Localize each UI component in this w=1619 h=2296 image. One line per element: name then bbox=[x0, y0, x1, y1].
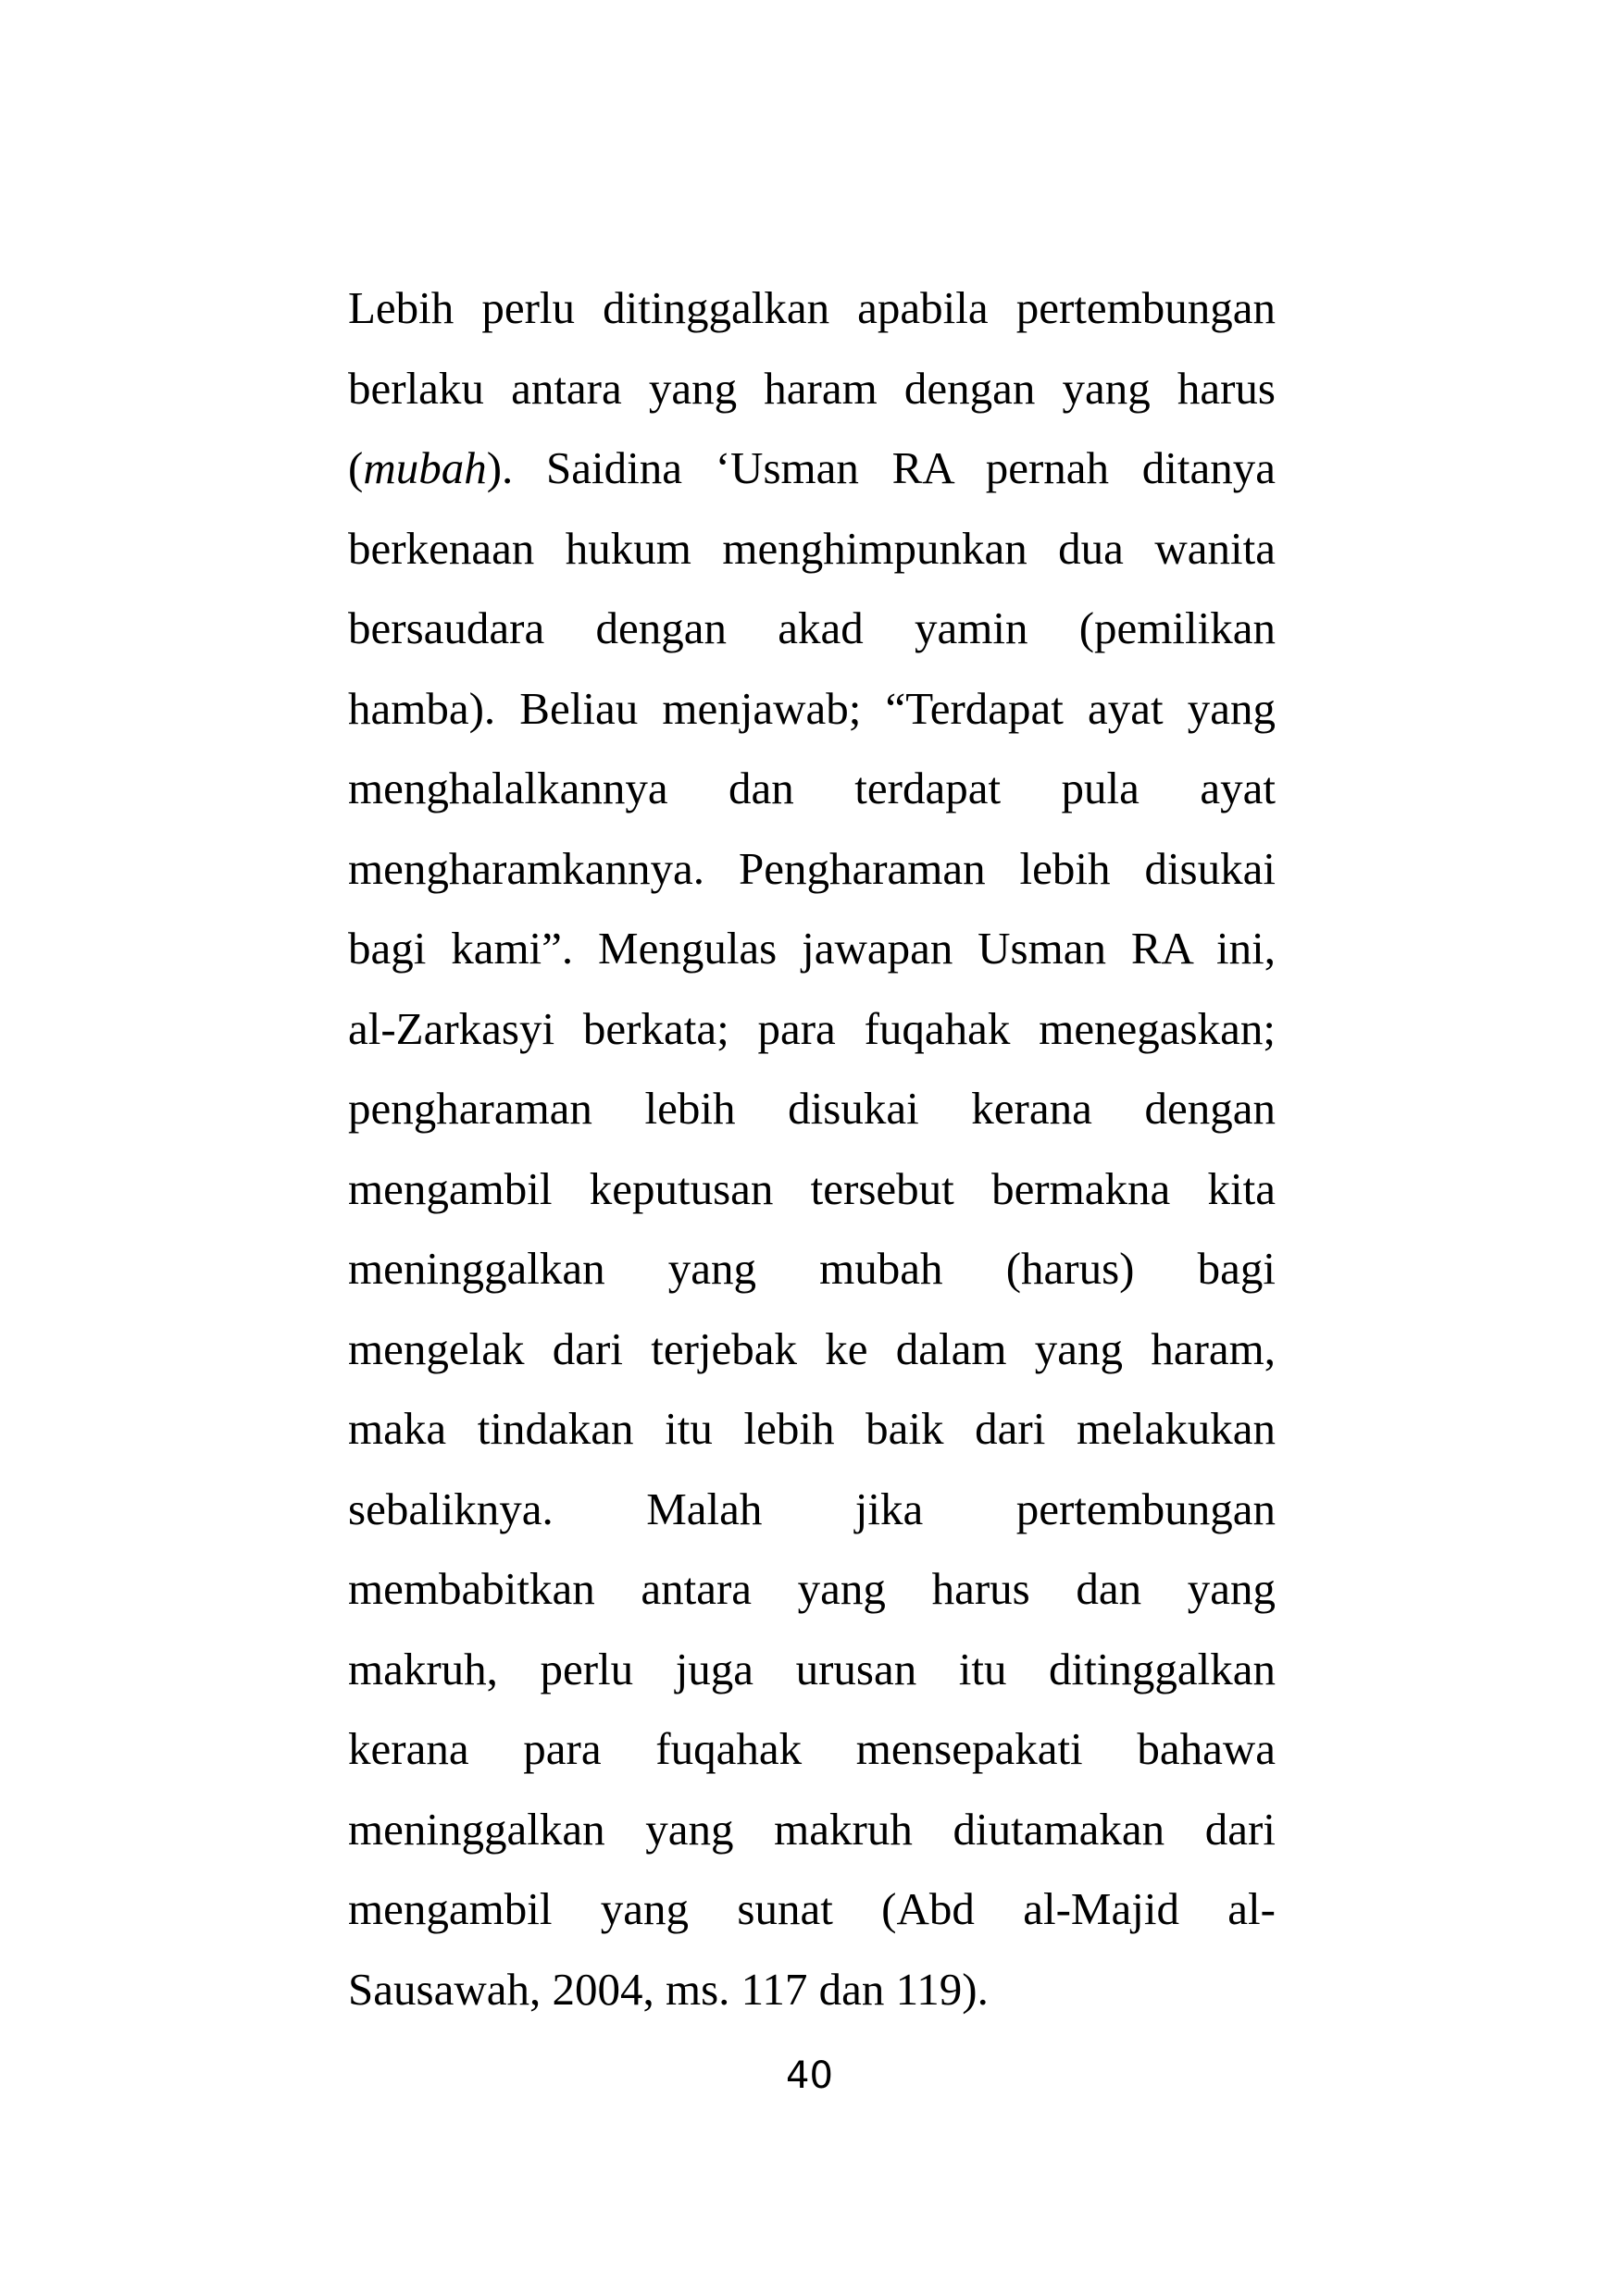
paragraph-line: menghalalkannya dan terdapat pula ayat bbox=[348, 763, 1276, 813]
paragraph-line: hamba). Beliau menjawab; “Terdapat ayat yang bbox=[348, 682, 1276, 734]
paragraph-line: berlaku antara yang haram dengan yang harus bbox=[348, 362, 1276, 414]
paragraph-line: kerana para fuqahak mensepakati bahawa bbox=[348, 1723, 1276, 1774]
paragraph-line: maka tindakan itu lebih baik dari melakukan bbox=[348, 1403, 1276, 1454]
italic-term: mubah bbox=[363, 442, 487, 493]
paragraph-line: berkenaan hukum menghimpunkan dua wanita bbox=[348, 522, 1276, 574]
paragraph-line: bersaudara dengan akad yamin (pemilikan bbox=[348, 602, 1276, 653]
paragraph-line: membabitkan antara yang harus dan yang bbox=[348, 1563, 1276, 1614]
paragraph-line: meninggalkan yang mubah (harus) bagi bbox=[348, 1243, 1276, 1294]
paragraph-line: mengharamkannya. Pengharaman lebih disukai bbox=[348, 842, 1276, 894]
paragraph-line: Lebih perlu ditinggalkan apabila pertembungan bbox=[348, 282, 1276, 333]
line-prefix: ( bbox=[348, 442, 364, 493]
paragraph-line: mengelak dari terjebak ke dalam yang haram, bbox=[348, 1322, 1276, 1374]
line-suffix: ). Saidina ‘Usman RA pernah ditanya bbox=[486, 442, 1276, 493]
body-paragraph bbox=[348, 268, 1276, 2029]
paragraph-line: mengambil keputusan tersebut bermakna kita bbox=[348, 1162, 1276, 1214]
paragraph-line bbox=[348, 428, 1276, 509]
paragraph-line: al-Zarkasyi berkata; para fuqahak menegaskan; bbox=[348, 1002, 1276, 1054]
paragraph-line: Sausawah, 2004, ms. 117 dan 119). bbox=[348, 1963, 989, 2015]
paragraph-line: bagi kami”. Mengulas jawapan Usman RA ini, bbox=[348, 923, 1276, 974]
paragraph-line: mengambil yang sunat (Abd al-Majid al- bbox=[348, 1883, 1276, 1934]
paragraph-line: pengharaman lebih disukai kerana dengan bbox=[348, 1083, 1276, 1134]
paragraph-line: meninggalkan yang makruh diutamakan dari bbox=[348, 1803, 1276, 1855]
paragraph-line: makruh, perlu juga urusan itu ditinggalkan bbox=[348, 1643, 1276, 1694]
paragraph-line: sebaliknya. Malah jika pertembungan bbox=[348, 1483, 1276, 1534]
page-number: 40 bbox=[786, 2054, 833, 2097]
